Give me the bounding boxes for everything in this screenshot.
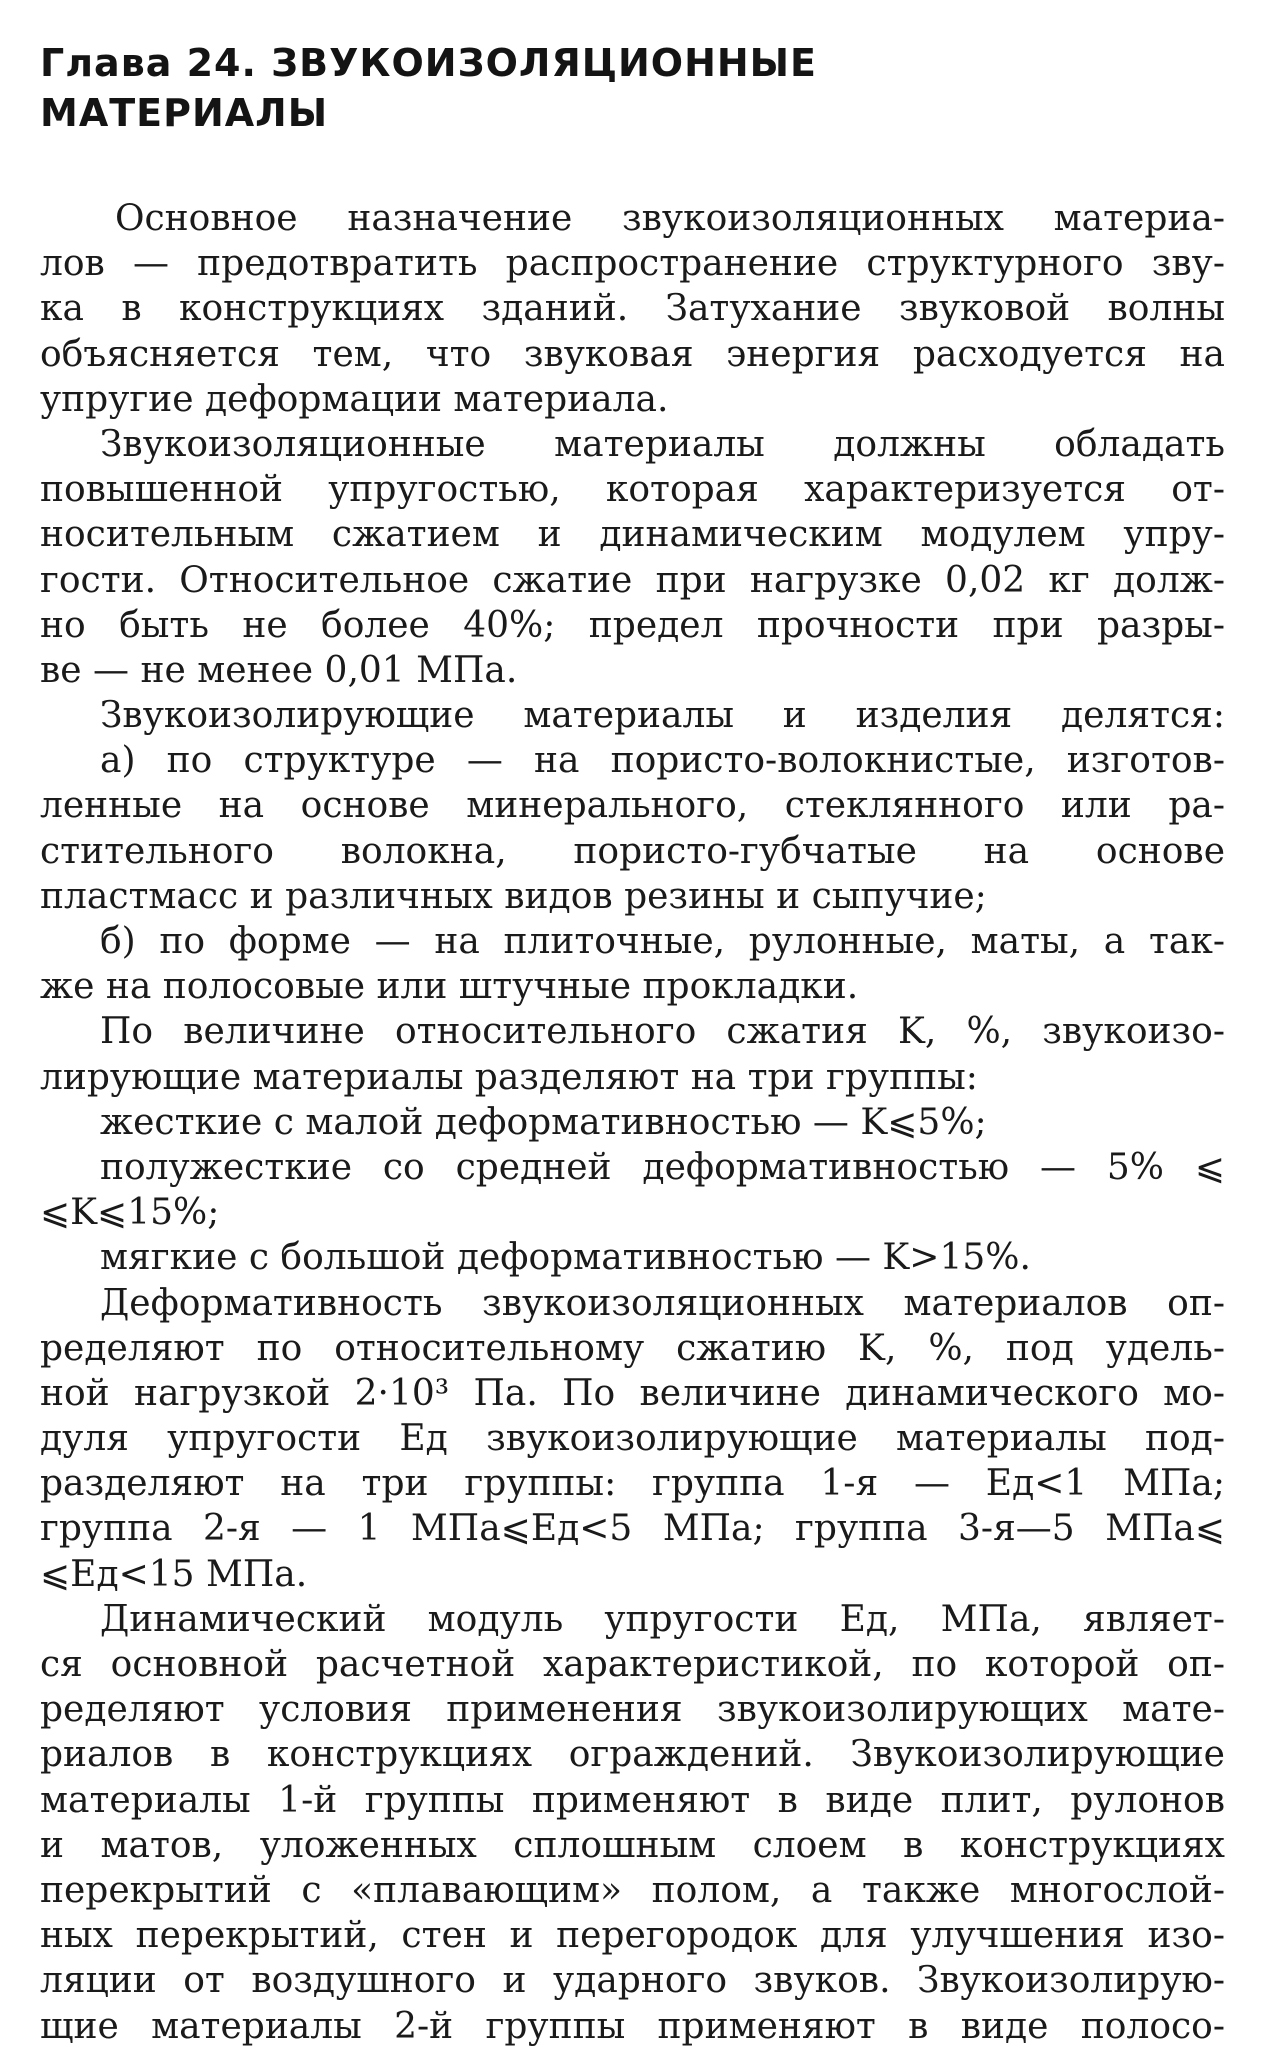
text-line: ленные на основе минерального, стеклянного или ра-: [40, 785, 1225, 827]
text-line: же на полосовые или штучные прокладки.: [40, 966, 859, 1008]
text-line: Динамический модуль упругости Eд, МПа, являет-: [100, 1598, 1225, 1640]
text-line: пластмасс и различных видов резины и сыпучие;: [40, 875, 987, 917]
text-line: По величине относительного сжатия K, %, звукоизо-: [100, 1011, 1225, 1053]
text-line: ляции от воздушного и ударного звуков. Звукоизолирую-: [40, 1960, 1225, 2002]
text-line: но быть не более 40%; предел прочности при разры-: [40, 604, 1225, 646]
text-line: щие материалы 2-й группы применяют в виде полосо-: [40, 2005, 1225, 2047]
chapter-heading: [40, 38, 1190, 138]
text-line: ⩽Eд<15 МПа.: [40, 1553, 308, 1595]
text-line: дуля упругости Eд звукоизолирующие материалы под-: [40, 1418, 1225, 1460]
text-line: Основное назначение звукоизоляционных материа-: [115, 198, 1225, 239]
text-line: группа 2-я — 1 МПа⩽Eд<5 МПа; группа 3-я—5 МПа⩽: [40, 1508, 1225, 1550]
text-line: и матов, уложенных сплошным слоем в конструкциях: [40, 1824, 1225, 1866]
text-line: лирующие материалы разделяют на три группы:: [40, 1056, 978, 1098]
text-line: мягкие с большой деформативностью — K>15%.: [100, 1237, 1031, 1279]
text-line: жесткие с малой деформативностью — K⩽5%;: [100, 1101, 987, 1143]
text-line: Деформативность звукоизоляционных материалов оп-: [100, 1282, 1225, 1324]
text-line: упругие деформации материала.: [40, 378, 669, 420]
text-line: разделяют на три группы: группа 1-я — Eд<1 МПа;: [40, 1463, 1225, 1505]
text-line: а) по структуре — на пористо-волокнистые, изготов-: [100, 740, 1225, 782]
text-line: лов — предотвратить распространение структурного зву-: [40, 243, 1225, 285]
body-text: [40, 196, 1225, 2049]
text-line: повышенной упругостью, которая характеризуется от-: [40, 469, 1225, 511]
text-line: ка в конструкциях зданий. Затухание звуковой волны: [40, 288, 1225, 330]
text-line: гости. Относительное сжатие при нагрузке 0,02 кг долж-: [40, 559, 1225, 601]
text-line: полужесткие со средней деформативностью — 5% ⩽: [100, 1146, 1225, 1188]
text-line: б) по форме — на плиточные, рулонные, маты, а так-: [100, 921, 1225, 962]
text-line: ределяют условия применения звукоизолирующих мате-: [40, 1689, 1225, 1731]
chapter-heading-line-1: Глава 24. ЗВУКОИЗОЛЯЦИОННЫЕ: [40, 41, 817, 85]
text-line: носительным сжатием и динамическим модулем упру-: [40, 514, 1225, 556]
text-line: ределяют по относительному сжатию K, %, под удель-: [40, 1327, 1225, 1369]
text-line: ве — не менее 0,01 МПа.: [40, 649, 518, 691]
text-line: Звукоизолирующие материалы и изделия делятся:: [100, 695, 1225, 737]
text-line: ной нагрузкой 2·10³ Па. По величине динамического мо-: [40, 1372, 1225, 1414]
text-line: материалы 1-й группы применяют в виде плит, рулонов: [40, 1779, 1225, 1821]
text-line: ных перекрытий, стен и перегородок для улучшения изо-: [40, 1915, 1225, 1957]
text-line: ⩽K⩽15%;: [40, 1192, 220, 1234]
text-line: стительного волокна, пористо-губчатые на основе: [40, 830, 1225, 872]
text-line: ся основной расчетной характеристикой, по которой оп-: [40, 1644, 1225, 1685]
text-line: объясняется тем, что звуковая энергия расходуется на: [40, 333, 1225, 375]
chapter-heading-line-2: МАТЕРИАЛЫ: [40, 91, 329, 135]
text-line: риалов в конструкциях ограждений. Звукоизолирующие: [40, 1734, 1225, 1776]
text-line: Звукоизоляционные материалы должны обладать: [100, 423, 1225, 465]
text-line: перекрытий с «плавающим» полом, а также многослой-: [40, 1869, 1225, 1911]
